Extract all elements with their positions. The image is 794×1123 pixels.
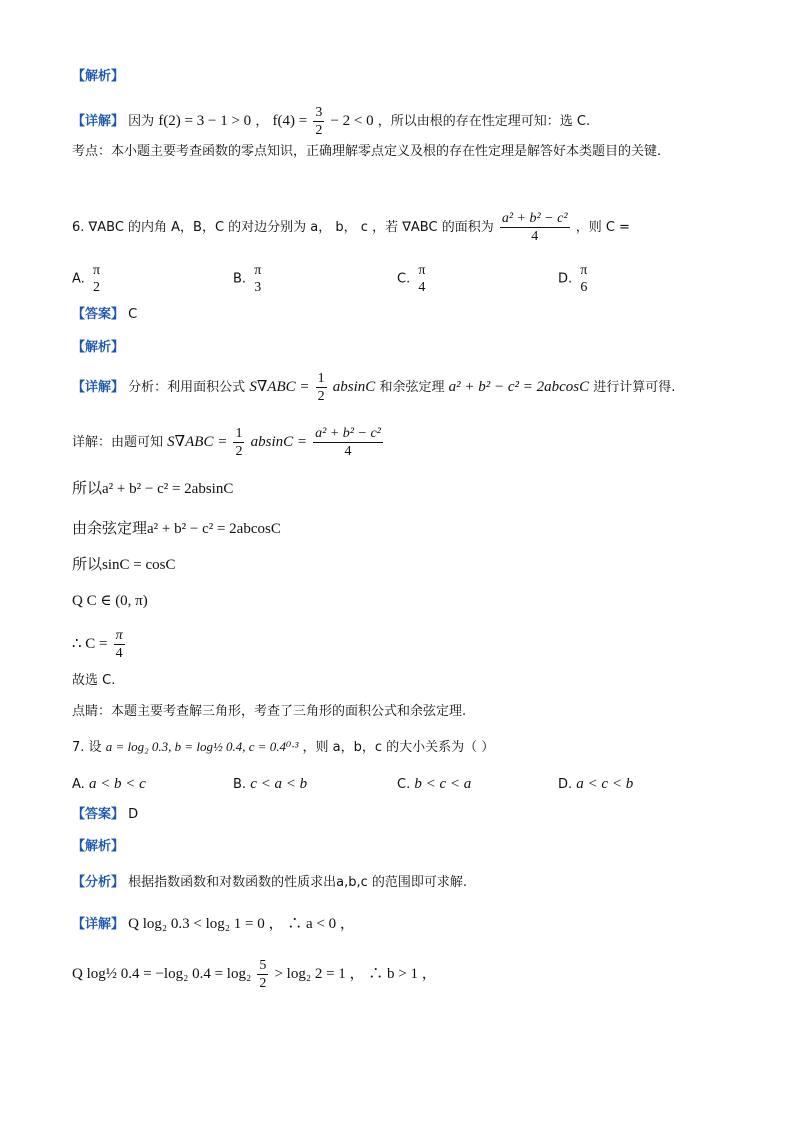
numerator: π — [580, 263, 588, 278]
denominator: 6 — [580, 280, 588, 295]
numerator: 5 — [259, 958, 267, 973]
denominator: 4 — [418, 280, 426, 295]
fraction — [416, 262, 427, 296]
denominator: 4 — [531, 229, 539, 244]
text: 根据指数函数和对数函数的性质求出a,b,c 的范围即可求解. — [128, 875, 468, 890]
math-expr: > log₂ 2 = 1 ， ∴ b > 1 ， — [274, 966, 437, 982]
fraction — [114, 627, 125, 662]
option-b[interactable] — [233, 262, 265, 296]
math-expr: a² + b² − c² = 2abcosC — [448, 379, 590, 395]
step-line-6: 故选 C. — [72, 673, 116, 688]
question-text: ，则 a，b，c 的大小关系为（ ） — [302, 740, 495, 755]
numerator: π — [115, 628, 123, 643]
math-expr: Q log½ 0.4 = −log₂ 0.4 = log₂ — [72, 966, 252, 982]
math-expr: absinC — [332, 379, 376, 395]
text: 考点：本小题主要考查函数的零点知识，正确理解零点定义及根的存在性定理是解答好本类题目的关键. — [72, 144, 662, 159]
tag-label: 【解析】 — [72, 839, 125, 854]
text: 进行计算可得. — [593, 380, 676, 395]
answer-value: D — [128, 807, 139, 822]
option-text: b < c < a — [414, 776, 472, 792]
tag-label: 【答案】 — [72, 307, 125, 322]
tag-label: 【详解】 — [72, 114, 125, 129]
answer-line-q6 — [72, 306, 137, 324]
option-letter: C. — [397, 271, 411, 287]
math-expr: S∇ABC = — [249, 379, 310, 395]
option-letter: B. — [233, 777, 247, 792]
math-expr: a = log₂ 0.3, b = log½ 0.4, c = 0.4⁰·³ — [105, 739, 299, 754]
tag-label: 【详解】 — [72, 917, 125, 932]
math-expr: absinC = — [250, 434, 308, 450]
detail-line-q5 — [72, 104, 590, 139]
analysis-tag-1 — [72, 68, 124, 86]
step-line-3: 所以sinC = cosC — [72, 557, 176, 573]
fraction — [91, 262, 102, 296]
fraction — [252, 262, 263, 296]
text: 和余弦定理 — [379, 380, 445, 395]
math-expr: f(4) = — [272, 113, 308, 129]
tag-label: 【答案】 — [72, 807, 125, 822]
fraction — [313, 104, 324, 139]
step-line-5 — [72, 627, 127, 662]
fraction — [500, 210, 570, 245]
kaodian-line — [72, 143, 661, 161]
numerator: π — [92, 263, 101, 278]
option-letter: A. — [72, 271, 85, 287]
option-letter: D. — [558, 777, 573, 792]
math-expr: f(2) = 3 − 1 > 0 — [158, 113, 252, 129]
question-text: ，则 C = — [575, 220, 630, 235]
math-expr: ∴ C = — [72, 636, 108, 652]
tag-label: 【解析】 — [72, 340, 125, 355]
denominator: 4 — [115, 646, 123, 661]
text: 详解：由题可知 — [72, 435, 164, 450]
option-text: a < c < b — [576, 776, 634, 792]
analysis-tag-2 — [72, 339, 124, 357]
option-letter: A. — [72, 777, 85, 792]
option-letter: C. — [397, 777, 411, 792]
fraction — [578, 262, 589, 296]
option-text: c < a < b — [250, 776, 308, 792]
fenxi-line-q7 — [72, 874, 467, 892]
step-line-4: Q C ∈ (0, π) — [72, 593, 148, 609]
math-expr: Q log₂ 0.3 < log₂ 1 = 0 ， ∴ a < 0 ， — [128, 916, 355, 932]
option-d[interactable] — [558, 262, 591, 296]
text: 因为 — [128, 114, 155, 129]
numerator: π — [418, 263, 426, 278]
text: ， — [255, 114, 269, 129]
detail-line-q7-2 — [72, 957, 437, 992]
option-a[interactable] — [72, 776, 146, 793]
dianjing-line: 点睛：本题主要考查解三角形，考查了三角形的面积公式和余弦定理. — [72, 704, 467, 719]
option-text: a < b < c — [88, 776, 146, 792]
numerator: 1 — [317, 371, 325, 386]
denominator: 2 — [315, 123, 323, 138]
option-b[interactable] — [233, 776, 307, 793]
fraction — [316, 370, 327, 405]
numerator: π — [254, 263, 262, 278]
detail-line-q7-1 — [72, 915, 355, 934]
tag-label: 【分析】 — [72, 875, 125, 890]
text: ，所以由根的存在性定理可知：选 C. — [377, 114, 591, 129]
question-text: 7. 设 — [72, 740, 102, 755]
denominator: 2 — [235, 444, 243, 459]
denominator: 2 — [92, 280, 100, 295]
numerator: 3 — [315, 105, 323, 120]
option-c[interactable] — [397, 776, 471, 793]
detail-analysis-q6 — [72, 370, 675, 405]
option-a[interactable] — [72, 262, 104, 296]
fraction — [257, 957, 268, 992]
denominator: 2 — [317, 389, 325, 404]
question-6 — [72, 210, 630, 245]
numerator: a² + b² − c² — [501, 211, 568, 226]
numerator: 1 — [235, 426, 243, 441]
denominator: 4 — [344, 444, 352, 459]
text: 分析：利用面积公式 — [128, 380, 246, 395]
math-expr: S∇ABC = — [167, 434, 228, 450]
tag-label: 【解析】 — [72, 69, 125, 84]
denominator: 2 — [259, 976, 267, 991]
denominator: 3 — [254, 280, 262, 295]
question-text: 6. ∇ABC 的内角 A，B，C 的对边分别为 a， b， c ，若 ∇ABC 的面积为 — [72, 220, 494, 235]
analysis-tag-3 — [72, 838, 124, 856]
tag-label: 【详解】 — [72, 380, 125, 395]
option-letter: D. — [558, 271, 573, 287]
step-line-2: 由余弦定理a² + b² − c² = 2abcosC — [72, 521, 281, 537]
detail-derivation-q6 — [72, 425, 385, 460]
fraction — [313, 425, 383, 460]
math-expr: − 2 < 0 — [330, 113, 374, 129]
answer-line-q7 — [72, 806, 138, 824]
answer-value: C — [128, 307, 138, 322]
option-d[interactable] — [558, 776, 633, 793]
option-letter: B. — [233, 271, 247, 287]
option-c[interactable] — [397, 262, 429, 296]
numerator: a² + b² − c² — [315, 426, 381, 441]
step-line-1: 所以a² + b² − c² = 2absinC — [72, 481, 234, 497]
fraction — [233, 425, 244, 460]
question-7 — [72, 738, 494, 757]
